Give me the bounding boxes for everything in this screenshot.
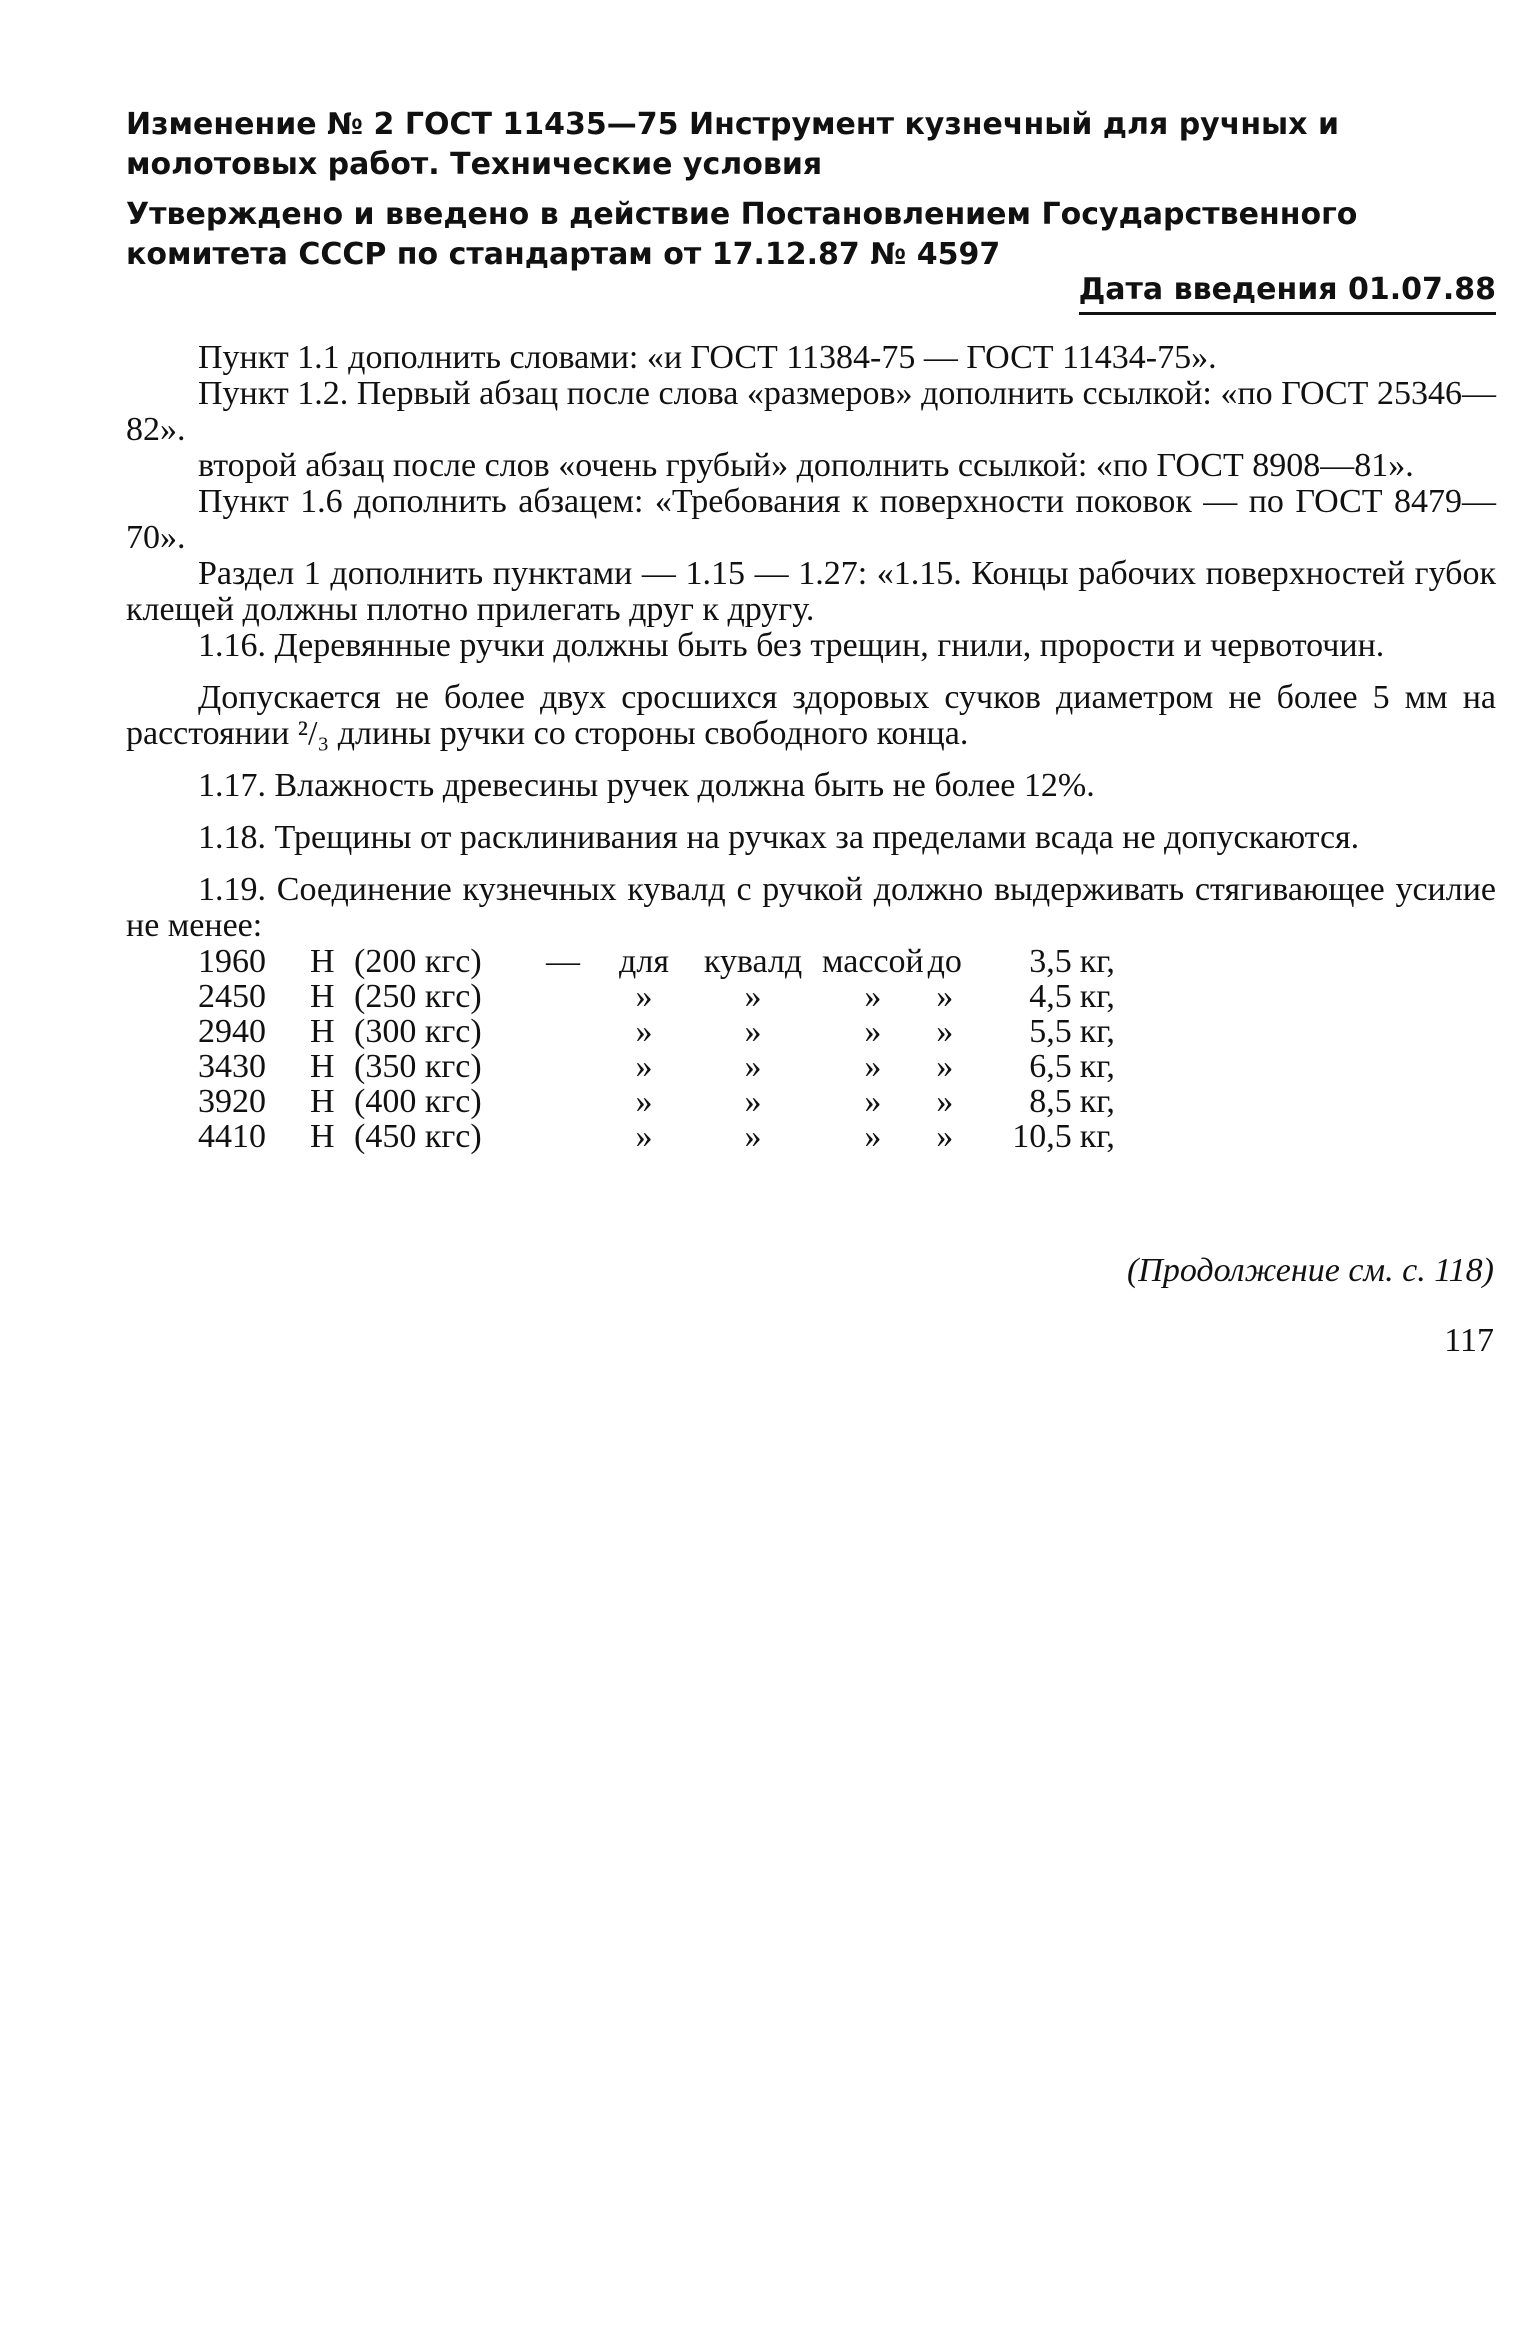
ditto-mark: » xyxy=(744,1083,762,1120)
mass-unit: кг, xyxy=(1079,1118,1115,1155)
table-row xyxy=(198,1014,1115,1049)
row-text-1: — xyxy=(546,943,580,980)
force-newtons: 2450 xyxy=(198,978,266,1015)
row-text-4: массой xyxy=(822,943,924,980)
force-newtons-unit: Н xyxy=(310,1013,335,1050)
ditto-mark: » xyxy=(936,978,954,1015)
force-newtons-unit: Н xyxy=(310,943,335,980)
paragraph-clause-1-16: 1.16. Деревянные ручки должны быть без трещин, гнили, прорости и червоточин. xyxy=(198,627,1385,664)
approval-statement: Утверждено и введено в действие Постановлением Государственного комитета СССР по стандартам от 17.12.87 № 4597 xyxy=(126,197,1358,272)
ditto-mark: » xyxy=(936,1013,954,1050)
ditto-mark: » xyxy=(635,1013,653,1050)
row-text-3: кувалд xyxy=(703,943,803,980)
ditto-mark: » xyxy=(864,1013,882,1050)
table-row xyxy=(198,1049,1115,1084)
paragraph-clause-1-19: 1.19. Соединение кузнечных кувалд с ручкой должно выдерживать стягивающее усилие не менее: xyxy=(126,871,1496,944)
ditto-mark: » xyxy=(936,1083,954,1120)
document-body xyxy=(126,340,1496,1154)
hammer-mass: 6,5 xyxy=(1029,1048,1072,1085)
ditto-mark: » xyxy=(744,1048,762,1085)
row-text-2: для xyxy=(619,943,669,980)
force-kgf: (350 кгс) xyxy=(354,1048,482,1085)
continuation-note: (Продолжение см. с. 118) xyxy=(1126,1252,1494,1289)
paragraph-second-abzac: второй абзац после слов «очень грубый» дополнить ссылкой: «по ГОСТ 8908—81». xyxy=(198,447,1414,484)
force-kgf: (300 кгс) xyxy=(354,1013,482,1050)
force-kgf: (400 кгс) xyxy=(354,1083,482,1120)
ditto-mark: » xyxy=(635,1048,653,1085)
table-row xyxy=(198,1119,1115,1154)
paragraph-clause-1-6: Пункт 1.6 дополнить абзацем: «Требования к поверхности поковок — по ГОСТ 8479—70». xyxy=(126,483,1496,556)
force-newtons-unit: Н xyxy=(310,1048,335,1085)
paragraph-clause-1-1: Пункт 1.1 дополнить словами: «и ГОСТ 11384-75 — ГОСТ 11434-75». xyxy=(198,339,1217,376)
force-kgf: (200 кгс) xyxy=(354,943,482,980)
force-kgf: (450 кгс) xyxy=(354,1118,482,1155)
ditto-mark: » xyxy=(936,1048,954,1085)
row-text-1 xyxy=(522,1014,604,1049)
force-newtons: 2940 xyxy=(198,1013,266,1050)
row-text-1 xyxy=(522,1049,604,1084)
mass-unit: кг, xyxy=(1079,978,1115,1015)
force-table xyxy=(198,944,1115,1154)
ditto-mark: » xyxy=(635,1083,653,1120)
force-newtons: 4410 xyxy=(198,1118,266,1155)
ditto-mark: » xyxy=(744,1013,762,1050)
table-row xyxy=(198,944,1115,979)
hammer-mass: 4,5 xyxy=(1029,978,1072,1015)
force-kgf: (250 кгс) xyxy=(354,978,482,1015)
row-text-5: до xyxy=(927,943,962,980)
force-newtons: 3920 xyxy=(198,1083,266,1120)
paragraph-knots: Допускается не более двух сросшихся здоровых сучков диаметром не более 5 мм на расстоянии ²/₃ длины ручки со стороны свободного конца. xyxy=(126,679,1496,752)
paragraph-clause-1-18: 1.18. Трещины от расклинивания на ручках за пределами всада не допускаются. xyxy=(198,819,1360,856)
ditto-mark: » xyxy=(744,1118,762,1155)
force-newtons-unit: Н xyxy=(310,1118,335,1155)
force-newtons-unit: Н xyxy=(310,1083,335,1120)
paragraph-clause-1-2: Пункт 1.2. Первый абзац после слова «размеров» дополнить ссылкой: «по ГОСТ 25346—82». xyxy=(126,375,1496,448)
hammer-mass: 10,5 xyxy=(1012,1118,1072,1155)
paragraph-clause-1-17: 1.17. Влажность древесины ручек должна быть не более 12%. xyxy=(198,767,1095,804)
hammer-mass: 8,5 xyxy=(1029,1083,1072,1120)
ditto-mark: » xyxy=(635,978,653,1015)
page-number: 117 xyxy=(1444,1322,1494,1359)
mass-unit: кг, xyxy=(1079,943,1115,980)
ditto-mark: » xyxy=(864,1083,882,1120)
row-text-1 xyxy=(522,1084,604,1119)
mass-unit: кг, xyxy=(1079,1048,1115,1085)
row-text-1 xyxy=(522,979,604,1014)
ditto-mark: » xyxy=(936,1118,954,1155)
force-newtons: 1960 xyxy=(198,943,266,980)
force-newtons: 3430 xyxy=(198,1048,266,1085)
mass-unit: кг, xyxy=(1079,1013,1115,1050)
table-row xyxy=(198,1084,1115,1119)
ditto-mark: » xyxy=(864,978,882,1015)
mass-unit: кг, xyxy=(1079,1083,1115,1120)
hammer-mass: 5,5 xyxy=(1029,1013,1072,1050)
change-title: Изменение № 2 ГОСТ 11435—75 Инструмент кузнечный для ручных и молотовых работ. Технические условия xyxy=(126,107,1339,182)
ditto-mark: » xyxy=(864,1048,882,1085)
row-text-1 xyxy=(522,1119,604,1154)
hammer-mass: 3,5 xyxy=(1029,943,1072,980)
ditto-mark: » xyxy=(635,1118,653,1155)
force-newtons-unit: Н xyxy=(310,978,335,1015)
ditto-mark: » xyxy=(864,1118,882,1155)
effective-date: Дата введения 01.07.88 xyxy=(1079,270,1496,315)
paragraph-section-1: Раздел 1 дополнить пунктами — 1.15 — 1.27: «1.15. Концы рабочих поверхностей губок клещей должны плотно прилегать друг к другу. xyxy=(126,555,1496,628)
table-row xyxy=(198,979,1115,1014)
ditto-mark: » xyxy=(744,978,762,1015)
